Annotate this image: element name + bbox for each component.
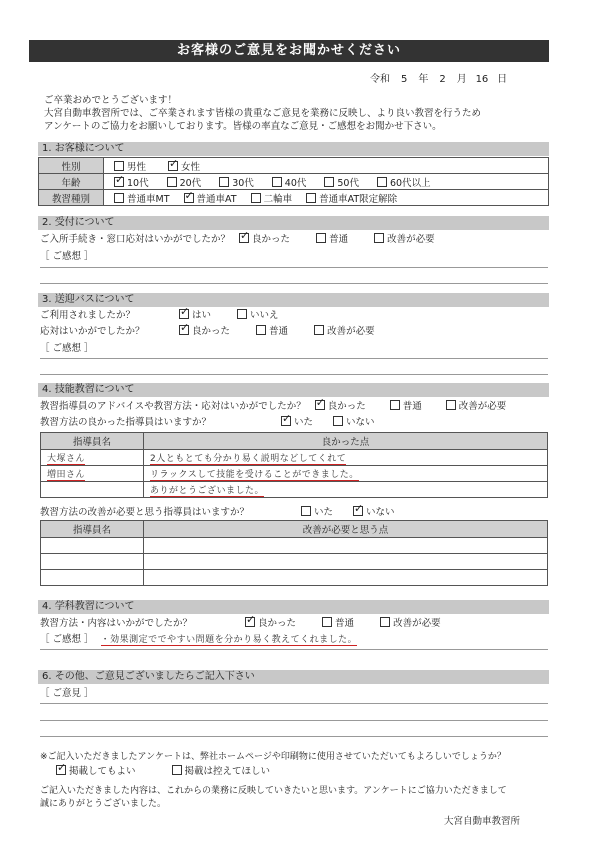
option[interactable] — [347, 507, 395, 518]
option-label: 良かった — [327, 401, 366, 412]
option[interactable] — [374, 618, 441, 629]
checkbox-icon[interactable] — [380, 617, 390, 627]
customer-info-table — [38, 157, 549, 206]
col-good-points: 良かった点 — [144, 433, 548, 450]
improve-point-cell[interactable] — [144, 538, 548, 554]
option[interactable] — [250, 326, 288, 337]
handwritten-name: 増田さん — [47, 470, 86, 480]
skill-question-text: 教習指導員のアドバイスや教習方法・応対はいかがでしたか？ — [40, 401, 306, 412]
section-header-reception: 2. 受付について — [38, 216, 549, 230]
checkbox-icon[interactable] — [301, 506, 311, 516]
date-year[interactable]: 5 — [401, 74, 408, 85]
option-label: 改善が必要 — [458, 401, 507, 412]
checkbox-icon[interactable] — [333, 416, 343, 426]
option-label: 20代 — [179, 177, 202, 189]
option-label: 掲載は控えてほしい — [184, 766, 271, 777]
checkbox-icon[interactable] — [377, 177, 387, 187]
option[interactable] — [368, 234, 435, 245]
checkbox-icon[interactable] — [245, 617, 255, 627]
option-label: 良かった — [252, 234, 291, 245]
option-label: 改善が必要 — [393, 618, 441, 629]
checkbox-icon[interactable] — [324, 177, 334, 187]
bad-instructor-table — [40, 520, 548, 586]
option-label: 普通 — [329, 234, 349, 245]
option[interactable] — [440, 401, 507, 412]
checkbox-icon[interactable] — [272, 177, 282, 187]
checkbox-icon[interactable] — [256, 325, 266, 335]
date-day[interactable]: 16 — [475, 74, 489, 85]
option-label: 30代 — [232, 177, 254, 189]
table-row — [41, 538, 548, 554]
option[interactable] — [316, 618, 354, 629]
age-options — [104, 174, 549, 190]
option[interactable] — [108, 162, 146, 173]
checkbox-icon[interactable] — [315, 400, 325, 410]
bus-service-question — [40, 325, 395, 339]
reception-question — [40, 233, 455, 247]
footer-org: 大宮自動車教習所 — [444, 816, 521, 827]
col-improve-points: 改善が必要と思う点 — [144, 521, 548, 538]
option-label: 10代 — [127, 177, 149, 189]
checkbox-icon[interactable] — [251, 193, 261, 203]
bus-usage-question — [40, 309, 299, 323]
instructor-name-cell[interactable] — [41, 554, 144, 570]
intro-line: アンケートのご協力をお願いしております。皆様の率直なご意見・ご感想をお聞かせ下さい。 — [44, 121, 442, 132]
bus-service-text: 応対はいかがでしたか？ — [40, 326, 145, 337]
checkbox-icon[interactable] — [56, 765, 66, 775]
option[interactable] — [213, 178, 254, 189]
bus-service-options — [173, 326, 395, 337]
lecture-options — [239, 618, 461, 629]
checkbox-icon[interactable] — [322, 617, 332, 627]
gender-row — [39, 158, 549, 174]
good-instructor-table — [40, 432, 548, 498]
option[interactable] — [308, 326, 375, 337]
checkbox-icon[interactable] — [374, 233, 384, 243]
option[interactable] — [275, 417, 313, 428]
good-instructor-question — [40, 416, 389, 430]
instructor-name-cell[interactable] — [41, 570, 144, 586]
option[interactable] — [173, 310, 211, 321]
option-label: 女性 — [181, 161, 201, 173]
checkbox-icon[interactable] — [353, 506, 363, 516]
date — [370, 70, 550, 85]
bus-comment-label: ［ ご感想 ］ — [40, 343, 94, 354]
table-row — [41, 466, 548, 482]
checkbox-icon[interactable] — [114, 193, 124, 203]
checkbox-icon[interactable] — [239, 233, 249, 243]
checkbox-icon[interactable] — [446, 400, 456, 410]
option-label: はい — [192, 310, 212, 321]
reception-comment-line[interactable] — [40, 283, 548, 284]
bad-instructor-text: 教習方法の改善が必要と思う指導員はいますか？ — [40, 507, 250, 518]
option-label: 普通車AT限定解除 — [319, 193, 398, 205]
option[interactable] — [162, 162, 200, 173]
option-label: いない — [346, 417, 375, 428]
checkbox-icon[interactable] — [390, 400, 400, 410]
type-options — [104, 190, 549, 206]
date-month-unit: 月 — [456, 74, 467, 85]
table-row — [41, 554, 548, 570]
lecture-question-text: 教習方法・内容はいかがでしたか？ — [40, 618, 193, 629]
option-label: 普通 — [269, 326, 289, 337]
section-header-skill: 4. 技能教習について — [38, 383, 549, 397]
date-month[interactable]: 2 — [439, 74, 446, 85]
table-row — [41, 570, 548, 586]
option-label: 男性 — [127, 161, 147, 173]
option-label: 良かった — [258, 618, 297, 629]
lecture-comment-label: ［ ご感想 ］ — [40, 634, 94, 645]
option[interactable] — [309, 401, 366, 412]
option[interactable] — [318, 178, 359, 189]
option-label: 改善が必要 — [387, 234, 435, 245]
option-label: 普通 — [335, 618, 355, 629]
gender-label: 性別 — [39, 158, 104, 174]
option-label: 40代 — [284, 177, 307, 189]
type-row — [39, 190, 549, 206]
checkbox-icon[interactable] — [314, 325, 324, 335]
checkbox-icon[interactable] — [179, 309, 189, 319]
good-point-cell[interactable] — [144, 466, 548, 482]
option[interactable] — [266, 178, 307, 189]
other-comment-line[interactable] — [40, 736, 548, 737]
reception-options — [233, 234, 455, 245]
option[interactable] — [327, 417, 375, 428]
checkbox-icon[interactable] — [237, 309, 247, 319]
option[interactable] — [300, 194, 397, 205]
checkbox-icon[interactable] — [172, 765, 182, 775]
option-label: 普通車AT — [196, 193, 237, 205]
option[interactable] — [295, 507, 333, 518]
checkbox-icon[interactable] — [179, 325, 189, 335]
table-row — [41, 450, 548, 466]
checkbox-icon[interactable] — [281, 416, 291, 426]
option-label: 改善が必要 — [327, 326, 375, 337]
col-instructor-name: 指導員名 — [41, 521, 144, 538]
closing-line: ご記入いただきました内容は、これからの業務に反映していきたいと思います。アンケートにご協力いただきまして — [40, 786, 507, 796]
bad-instructor-question — [40, 506, 409, 520]
closing-text — [40, 785, 560, 811]
date-era: 令和 — [370, 74, 390, 85]
option-label: 掲載してもよい — [69, 766, 136, 777]
intro-text — [44, 94, 554, 133]
handwritten-point: 2人ともとても分かり易く説明などしてくれて — [150, 454, 347, 464]
section-header-bus: 3. 送迎バスについて — [38, 293, 549, 307]
option-label: 普通 — [402, 401, 422, 412]
option[interactable] — [108, 178, 149, 189]
date-year-unit: 年 — [418, 74, 429, 85]
intro-line: ご卒業おめでとうございます！ — [44, 95, 178, 106]
option[interactable] — [384, 401, 422, 412]
checkbox-icon[interactable] — [114, 161, 124, 171]
lecture-comment-line[interactable] — [40, 649, 548, 650]
instructor-name-cell[interactable] — [41, 538, 144, 554]
option[interactable] — [161, 178, 202, 189]
checkbox-icon[interactable] — [219, 177, 229, 187]
handwritten-point: ありがとうございました。 — [150, 486, 265, 496]
other-comment-line[interactable] — [40, 720, 548, 721]
reception-comment-label: ［ ご感想 ］ — [40, 251, 94, 262]
age-row — [39, 174, 549, 190]
option[interactable] — [108, 194, 170, 205]
skill-options — [309, 401, 525, 412]
type-label: 教習種別 — [39, 190, 104, 206]
bus-comment-line[interactable] — [40, 358, 548, 359]
checkbox-icon[interactable] — [184, 193, 194, 203]
option[interactable] — [245, 194, 293, 205]
option-label: いた — [314, 507, 334, 518]
good-instructor-text: 教習方法の良かった指導員はいますか？ — [40, 417, 212, 428]
other-comment-line[interactable] — [40, 703, 548, 704]
date-day-unit: 日 — [497, 74, 508, 85]
table-row — [41, 482, 548, 498]
option-label: いない — [366, 507, 395, 518]
gender-options — [104, 158, 549, 174]
checkbox-icon[interactable] — [316, 233, 326, 243]
instructor-name-cell[interactable] — [41, 482, 144, 498]
option-label: 60代以上 — [389, 177, 431, 189]
checkbox-icon[interactable] — [168, 161, 178, 171]
section-header-lecture: 4. 学科教習について — [38, 600, 549, 614]
option[interactable] — [178, 194, 237, 205]
section-header-other: 6. その他、ご意見ございましたらご記入下さい — [38, 670, 549, 684]
lecture-question — [40, 617, 461, 631]
bus-usage-options — [173, 310, 299, 321]
handwritten-name: 大塚さん — [47, 454, 86, 464]
instructor-name-cell[interactable] — [41, 466, 144, 482]
reception-comment-line[interactable] — [40, 267, 548, 268]
option-label: 普通車MT — [127, 193, 170, 205]
checkbox-icon[interactable] — [167, 177, 177, 187]
section-header-customer: 1. お客様について — [38, 142, 549, 156]
reception-question-text: ご入所手続き・窓口応対はいかがでしたか？ — [40, 234, 231, 245]
good-table-header — [41, 433, 548, 450]
improve-point-cell[interactable] — [144, 570, 548, 586]
option[interactable] — [166, 766, 271, 777]
page-title: お客様のご意見をお聞かせください — [29, 40, 549, 62]
consent-question: ※ご記入いただきましたアンケートは、弊社ホームページや印刷物に使用させていただいてもよろしいでしょうか？ — [40, 752, 506, 762]
option[interactable] — [50, 766, 136, 777]
intro-line: 大宮自動車教習所では、ご卒業されます皆様の貴重なご意見を業務に反映し、より良い教習を行うため — [44, 108, 482, 119]
bad-table-header — [41, 521, 548, 538]
option-label: いいえ — [250, 310, 279, 321]
good-instructor-options — [275, 417, 389, 428]
option[interactable] — [231, 310, 279, 321]
checkbox-icon[interactable] — [114, 177, 124, 187]
closing-line: 誠にありがとうございました。 — [40, 799, 167, 809]
age-label: 年齢 — [39, 174, 104, 190]
other-comment-label: ［ ご意見 ］ — [40, 688, 94, 699]
option[interactable] — [233, 234, 290, 245]
option[interactable] — [371, 178, 431, 189]
instructor-name-cell[interactable] — [41, 450, 144, 466]
option-label: 50代 — [337, 177, 359, 189]
option[interactable] — [310, 234, 348, 245]
bus-usage-text: ご利用されましたか？ — [40, 310, 136, 321]
lecture-comment-handwritten: ・効果測定ででやすい問題を分かり易く教えてくれました。 — [100, 635, 358, 645]
lecture-comment — [40, 633, 357, 647]
good-point-cell[interactable] — [144, 482, 548, 498]
col-instructor-name: 指導員名 — [41, 433, 144, 450]
bus-comment-line[interactable] — [40, 374, 548, 375]
handwritten-point: リラックスして技能を受けることができました。 — [150, 470, 359, 480]
bad-instructor-options — [295, 507, 409, 518]
consent-options — [50, 765, 300, 779]
good-point-cell[interactable] — [144, 450, 548, 466]
option-label: 良かった — [192, 326, 231, 337]
checkbox-icon[interactable] — [306, 193, 316, 203]
option-label: いた — [294, 417, 314, 428]
option[interactable] — [239, 618, 296, 629]
option-label: 二輪車 — [263, 193, 293, 205]
improve-point-cell[interactable] — [144, 554, 548, 570]
option[interactable] — [173, 326, 230, 337]
